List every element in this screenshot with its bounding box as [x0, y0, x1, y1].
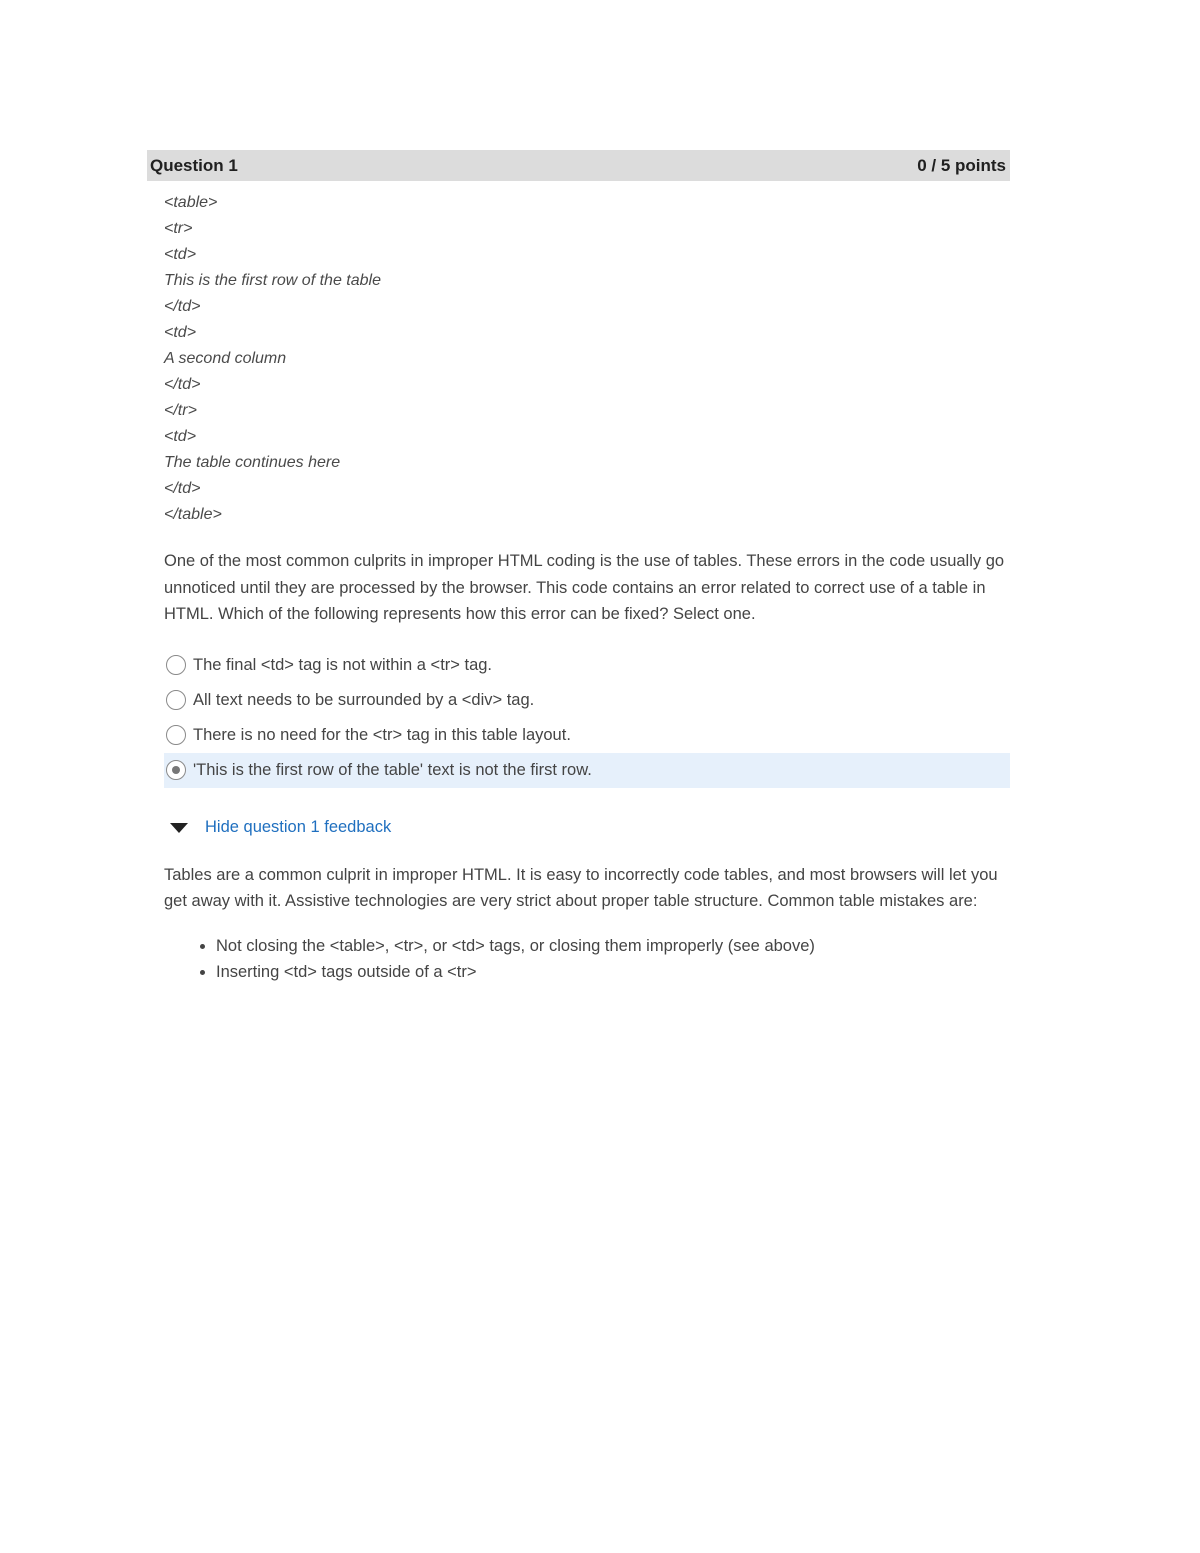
question-card: [147, 150, 1010, 985]
code-line: <td>: [164, 246, 197, 263]
code-line: </td>: [164, 480, 201, 497]
answer-option-label: The final <td> tag is not within a <tr> tag.: [193, 655, 493, 674]
code-line: <tr>: [164, 220, 193, 237]
question-title: Question 1: [150, 155, 238, 175]
mistakes-list: [164, 933, 1010, 985]
hide-feedback-link[interactable]: Hide question 1 feedback: [205, 818, 392, 836]
radio-button-selected[interactable]: [166, 760, 186, 780]
code-snippet: [164, 190, 1010, 528]
code-line: </table>: [164, 506, 222, 523]
code-line: A second column: [164, 350, 287, 367]
answer-option-4[interactable]: [164, 753, 1010, 788]
answer-option-label: 'This is the first row of the table' text is not the first row.: [193, 760, 592, 779]
caret-down-icon[interactable]: [170, 823, 188, 833]
code-line: </td>: [164, 298, 201, 315]
list-item: • Not closing the <table>, <tr>, or <td> tags, or closing them improperly (see above): [216, 933, 1010, 959]
code-line: <td>: [164, 324, 197, 341]
code-line: <td>: [164, 428, 197, 445]
code-line: The table continues here: [164, 454, 341, 471]
question-body: [147, 181, 1010, 985]
code-line: </tr>: [164, 402, 197, 419]
code-line: This is the first row of the table: [164, 272, 381, 289]
answer-option-label: There is no need for the <tr> tag in this table layout.: [193, 725, 571, 744]
answer-option-1[interactable]: [164, 648, 1010, 683]
question-header: [147, 150, 1010, 181]
feedback-text: Tables are a common culprit in improper HTML. It is easy to incorrectly code tables, and most browsers will let you get away with it. Assistive technologies are very strict about proper table structure. Common table mistakes are:: [164, 865, 998, 910]
radio-dot-icon: [172, 766, 180, 774]
question-points: 0 / 5 points: [917, 155, 1006, 175]
answer-option-label: All text needs to be surrounded by a <div> tag.: [193, 690, 535, 709]
answer-option-3[interactable]: [164, 718, 1010, 753]
hide-feedback-toggle[interactable]: [164, 816, 1010, 840]
list-item: • Inserting <td> tags outside of a <tr>: [216, 959, 1010, 985]
radio-button[interactable]: [166, 725, 186, 745]
answer-options: [164, 648, 1010, 788]
question-prompt: One of the most common culprits in improper HTML coding is the use of tables. These errors in the code usually go unnoticed until they are processed by the browser. This code contains an error related to correct use of a table in HTML. Which of the following represents how this error can be fixed? Select one.: [164, 552, 1005, 623]
code-line: <table>: [164, 194, 218, 211]
radio-button[interactable]: [166, 655, 186, 675]
answer-option-2[interactable]: [164, 683, 1010, 718]
radio-button[interactable]: [166, 690, 186, 710]
code-line: </td>: [164, 376, 201, 393]
